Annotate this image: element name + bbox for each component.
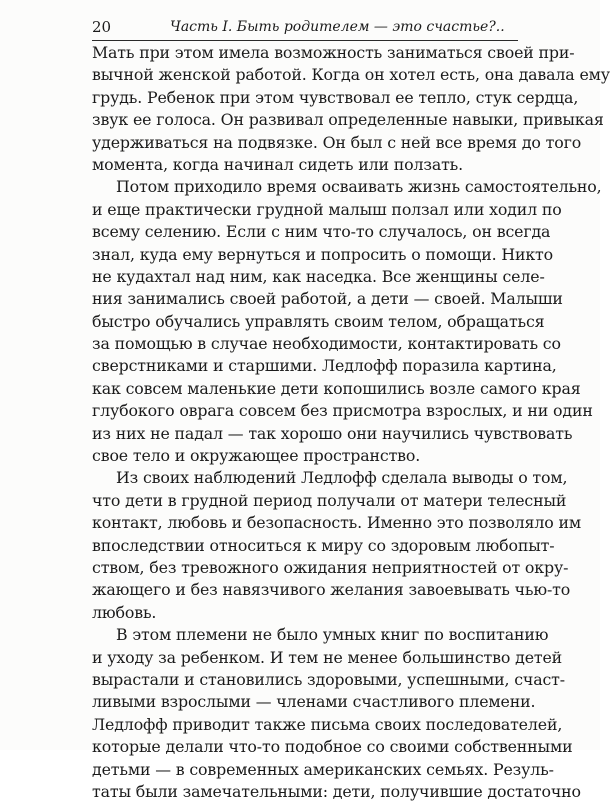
text-line: контакт, любовь и безопасность. Именно это позволяло им [92, 513, 581, 533]
running-header [92, 14, 518, 41]
text-line: детьми — в современных американских семьях. Резуль- [92, 759, 554, 779]
text-line: сверстниками и старшими. Ледлофф поразила картина, [92, 356, 557, 376]
paragraph-2 [92, 176, 602, 467]
text-line: за помощью в случае необходимости, контактировать со [92, 334, 561, 354]
page-number: 20 [92, 18, 112, 36]
text-line: из них не падал — так хорошо они научились чувствовать [92, 423, 573, 443]
text-line: которые делали что-то подобное со своими собственными [92, 737, 573, 757]
text-line: впоследствии относиться к миру со здоровым любопыт- [92, 535, 555, 555]
text-line: и уходу за ребенком. И тем не менее большинство детей [92, 647, 563, 667]
text-line: всему селению. Если с ним что-то случалось, он всегда [92, 222, 551, 242]
text-line: таты были замечательными: дети, получившие достаточно [92, 781, 581, 801]
chapter-title: Часть I. Быть родителем — это счастье?.. [170, 19, 505, 35]
body-text [92, 42, 610, 803]
text-line: ния занимались своей работой, а дети — своей. Малыши [92, 289, 563, 309]
text-line: грудь. Ребенок при этом чувствовал ее тепло, стук сердца, [92, 87, 579, 107]
text-line: момента, когда начинал сидеть или ползать. [92, 154, 464, 174]
text-line: В этом племени не было умных книг по воспитанию [116, 625, 549, 645]
text-line: глубокого оврага совсем без присмотра взрослых, и ни один [92, 401, 593, 421]
text-line: знал, куда ему вернуться и попросить о помощи. Никто [92, 244, 554, 264]
paragraph-4 [92, 624, 581, 803]
text-line: Ледлофф приводит также письма своих последователей, [92, 714, 563, 734]
text-line: Мать при этом имела возможность заниматься своей при- [92, 43, 575, 62]
text-line: и еще практически грудной малыш ползал или ходил по [92, 199, 562, 219]
text-line: Из своих наблюдений Ледлофф сделала выводы о том, [116, 468, 568, 488]
paragraph-3 [92, 467, 581, 624]
paragraph-1 [92, 42, 610, 176]
text-line: свое тело и окружающее пространство. [92, 446, 421, 466]
text-line: ством, без тревожного ожидания неприятностей от окру- [92, 557, 569, 577]
text-line: вырастали и становились здоровыми, успешными, счаст- [92, 669, 565, 689]
text-line: любовь. [92, 602, 157, 622]
text-line: жающего и без навязчивого желания завоевывать чью-то [92, 580, 571, 600]
text-line: что дети в грудной период получали от матери телесный [92, 490, 567, 510]
text-line: вычной женской работой. Когда он хотел есть, она давала ему [92, 65, 610, 85]
text-line: как совсем маленькие дети копошились возле самого края [92, 378, 581, 398]
text-line: не кудахтал над ним, как наседка. Все женщины селе- [92, 266, 545, 286]
text-line: звук ее голоса. Он развивал определенные навыки, привыкая [92, 110, 604, 130]
text-line: ливыми взрослыми — членами счастливого племени. [92, 692, 536, 712]
text-line: удерживаться на подвязке. Он был с ней все время до того [92, 132, 582, 152]
text-line: быстро обучались управлять своим телом, обращаться [92, 311, 545, 331]
text-line: Потом приходило время осваивать жизнь самостоятельно, [116, 177, 602, 197]
